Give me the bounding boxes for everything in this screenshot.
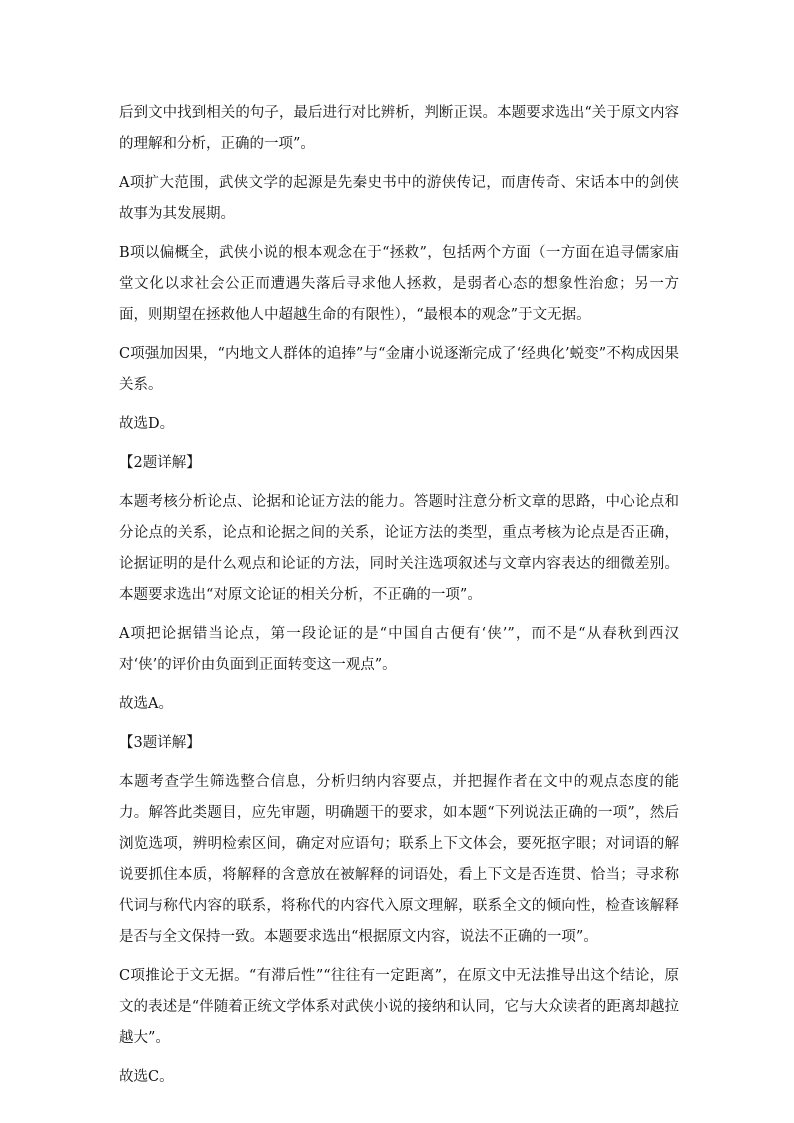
paragraph-option-c-analysis: C项强加因果，“内地文人群体的追捧”与“金庸小说逐渐完成了‘经典化’蜕变”不构成因果关系。 [119, 346, 679, 393]
answer-q3: 故选C。 [119, 1069, 174, 1085]
document-body [119, 98, 679, 1101]
section-heading-q2: 【2题详解】 [119, 455, 201, 471]
answer-q1: 故选D。 [119, 416, 175, 432]
paragraph-q3-option-c: C项推论于文无据。“有滞后性”“往往有一定距离”，在原文中无法推导出这个结论，原文的表述是“伴随着正统文学体系对武侠小说的接纳和认同，它与大众读者的距离却越拉越大”。 [119, 968, 679, 1046]
section-heading-q3: 【3题详解】 [119, 735, 201, 751]
paragraph-option-a-analysis: A项扩大范围，武侠文学的起源是先秦史书中的游侠传记，而唐传奇、宋话本中的剑侠故事为其发展期。 [119, 175, 679, 222]
answer-q2: 故选A。 [119, 696, 173, 712]
paragraph-q3-method: 本题考查学生筛选整合信息，分析归纳内容要点，并把握作者在文中的观点态度的能力。解答此类题目，应先审题，明确题干的要求，如本题“下列说法正确的一项”，然后浏览选项，辨明检索区间，确定对应语句；联系上下文体会，要死抠字眼；对词语的解说要抓住本质，将解释的含意放在被解释的词语处，看上下文是否连贯、恰当；寻求称代词与称代内容的联系，将称代的内容代入原文理解，联系全文的倾向性，检查该解释是否与全文保持一致。本题要求选出“根据原文内容，说法不正确的一项”。 [119, 774, 679, 945]
paragraph-intro-continuation: 后到文中找到相关的句子，最后进行对比辨析，判断正误。本题要求选出“关于原文内容的理解和分析，正确的一项”。 [119, 105, 679, 152]
paragraph-option-b-analysis: B项以偏概全，武侠小说的根本观念在于“拯救”，包括两个方面（一方面在追寻儒家庙堂文化以求社会公正而遭遇失落后寻求他人拯救，是弱者心态的想象性治愈；另一方面，则期望在拯救他人中超越生命的有限性），“最根本的观念”于文无据。 [119, 245, 679, 323]
paragraph-q2-method: 本题考核分析论点、论据和论证方法的能力。答题时注意分析文章的思路，中心论点和分论点的关系，论点和论据之间的关系，论证方法的类型，重点考核为论点是否正确，论据证明的是什么观点和论证的方法，同时关注选项叙述与文章内容表达的细微差别。本题要求选出“对原文论证的相关分析，不正确的一项”。 [119, 494, 679, 603]
paragraph-q2-option-a: A项把论据错当论点，第一段论证的是“中国自古便有‘侠’”，而不是“从春秋到西汉对‘侠’的评价由负面到正面转变这一观点”。 [119, 626, 679, 673]
